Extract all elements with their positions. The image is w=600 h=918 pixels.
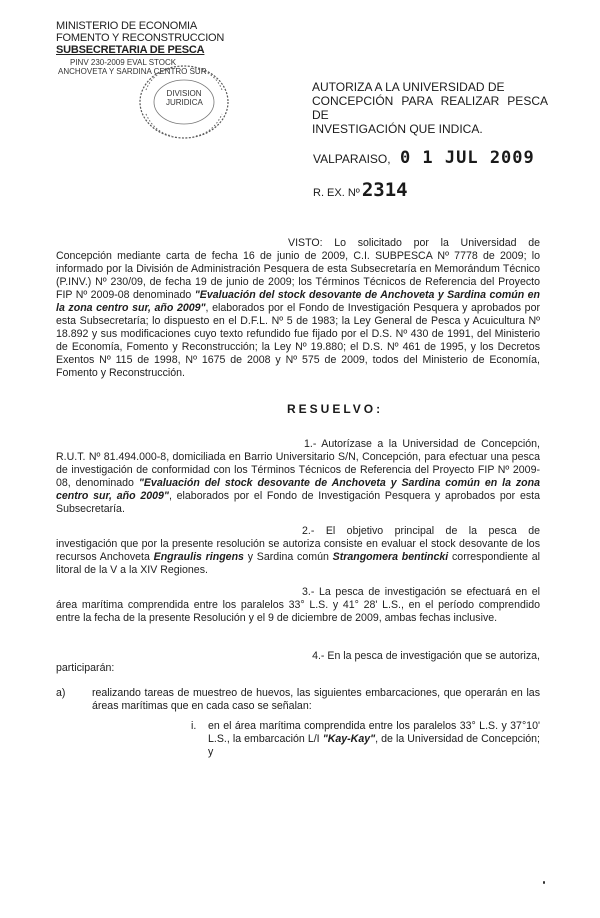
visto-text-1: VISTO: Lo solicitado por la Universidad de Concepción mediante carta de fecha 16 de junio de 2009, C.I. SUBPESCA Nº 7778 de 2009; lo informado por la División de Administración Pesquera de esta Subsecretaría en Memorándum Técnico (P.INV.) Nº 230/09, de fecha 19 de junio de 2009; los Términos Técnicos de Referencia del Proyecto FIP Nº 2009-08 denominado bbox=[56, 237, 540, 301]
item-2-tail: correspondiente al litoral de la V a la XIV Regiones. bbox=[56, 551, 540, 576]
item-1-lead: 1.- Autorízase a la Universidad de Concepción, R.U.T. Nº 81.494.000-8, domiciliada en Barrio Universitario S/N, Concepción, para efectuar una pesca de investigación de conformidad con los Términos Técnicos de Referencia del Proyecto FIP Nº 2009-08, denominado bbox=[56, 438, 540, 489]
item-2-species-1: Engraulis ringens bbox=[153, 551, 244, 563]
reference-line-1: PINV 230-2009 EVAL STOCK bbox=[70, 58, 177, 67]
ministry-line-2: FOMENTO Y RECONSTRUCCION bbox=[56, 32, 225, 44]
item-i-vessel-name: "Kay-Kay" bbox=[322, 733, 376, 745]
reference-line-2: ANCHOVETA Y SARDINA CENTRO SUR bbox=[58, 67, 207, 76]
resuelvo-heading: RESUELVO: bbox=[287, 402, 384, 416]
item-2-mid: y Sardina común bbox=[243, 551, 333, 563]
date-stamp: 0 1 JUL 2009 bbox=[399, 148, 535, 168]
division-juridica-stamp bbox=[136, 62, 232, 142]
place-label: VALPARAISO, bbox=[313, 152, 391, 166]
item-i-lead: en el área marítima comprendida entre los paralelos 33° L.S. y 37°10' L.S., la embarcación L/I bbox=[208, 720, 540, 745]
rex-number: 2314 bbox=[361, 179, 408, 201]
item-a-label: a) bbox=[56, 687, 66, 699]
place-date-line bbox=[313, 148, 535, 168]
item-4-line-2: participarán: bbox=[56, 662, 115, 674]
item-1-tail: , elaborados por el Fondo de Investigación Pesquera y aprobados por esta Subsecretaría. bbox=[56, 490, 540, 515]
item-2-lead: 2.- El objetivo principal de la pesca de investigación que por la presente resolución se autoriza consiste en evaluar el stock desovante de los recursos Anchoveta bbox=[56, 525, 540, 563]
resolution-title: AUTORIZA A LA UNIVERSIDAD DE CONCEPCIÓN PARA REALIZAR PESCA DE INVESTIGACIÓN QUE INDICA. bbox=[312, 80, 548, 136]
rex-label: R. EX. Nº bbox=[313, 187, 360, 199]
item-i-paragraph bbox=[208, 720, 540, 759]
item-1-project-title: "Evaluación del stock desovante de Anchoveta y Sardina común en la zona centro sur, año 2009" bbox=[56, 477, 540, 502]
item-4-line-1: 4.- En la pesca de investigación que se autoriza, bbox=[312, 650, 540, 662]
stamp-text-line-1: DIVISION bbox=[166, 89, 202, 98]
resolution-number-line bbox=[313, 179, 408, 201]
item-i-tail: , de la Universidad de Concepción; y bbox=[208, 733, 540, 758]
item-1-paragraph bbox=[56, 438, 540, 516]
scan-speck bbox=[543, 881, 545, 884]
item-i-label: i. bbox=[191, 720, 197, 732]
item-3-paragraph: 3.- La pesca de investigación se efectuará en el área marítima comprendida entre los paralelos 33° L.S. y 41° 28' L.S., en el período comprendido entre la fecha de la presente Resolución y el 9 de diciembre de 2009, ambas fechas inclusive. bbox=[56, 586, 540, 624]
visto-paragraph bbox=[56, 237, 540, 380]
item-2-paragraph bbox=[56, 525, 540, 577]
visto-project-title: "Evaluación del stock desovante de Anchoveta y Sardina común en la zona centro sur, año 2009" bbox=[56, 289, 540, 314]
item-a-paragraph: realizando tareas de muestreo de huevos, las siguientes embarcaciones, que operarán en las áreas marítimas que en cada caso se señalan: bbox=[92, 687, 540, 712]
visto-text-2: , elaborados por el Fondo de Investigación Pesquera y aprobados por esta Subsecretaría; lo dispuesto en el D.F.L. Nº 5 de 1983; la Ley General de Pesca y Acuicultura Nº 18.892 y sus modificaciones cuyo texto refundido fue fijado por el D.S. Nº 430 de 1991, del Ministerio de Economía, Fomento y Reconstrucción; la Ley Nº 19.880; el D.S. Nº 461 de 1995, y los Decretos Exentos Nº 115 de 1998, Nº 1675 de 2008 y Nº 575 de 2009, todos del Ministerio de Economía, Fomento y Reconstrucción. bbox=[56, 302, 540, 379]
item-2-species-2: Strangomera bentincki bbox=[332, 551, 449, 563]
stamp-text-line-2: JURIDICA bbox=[166, 98, 203, 107]
ministry-line-1: MINISTERIO DE ECONOMIA bbox=[56, 20, 198, 32]
subsecretaria-heading: SUBSECRETARIA DE PESCA bbox=[56, 44, 205, 56]
